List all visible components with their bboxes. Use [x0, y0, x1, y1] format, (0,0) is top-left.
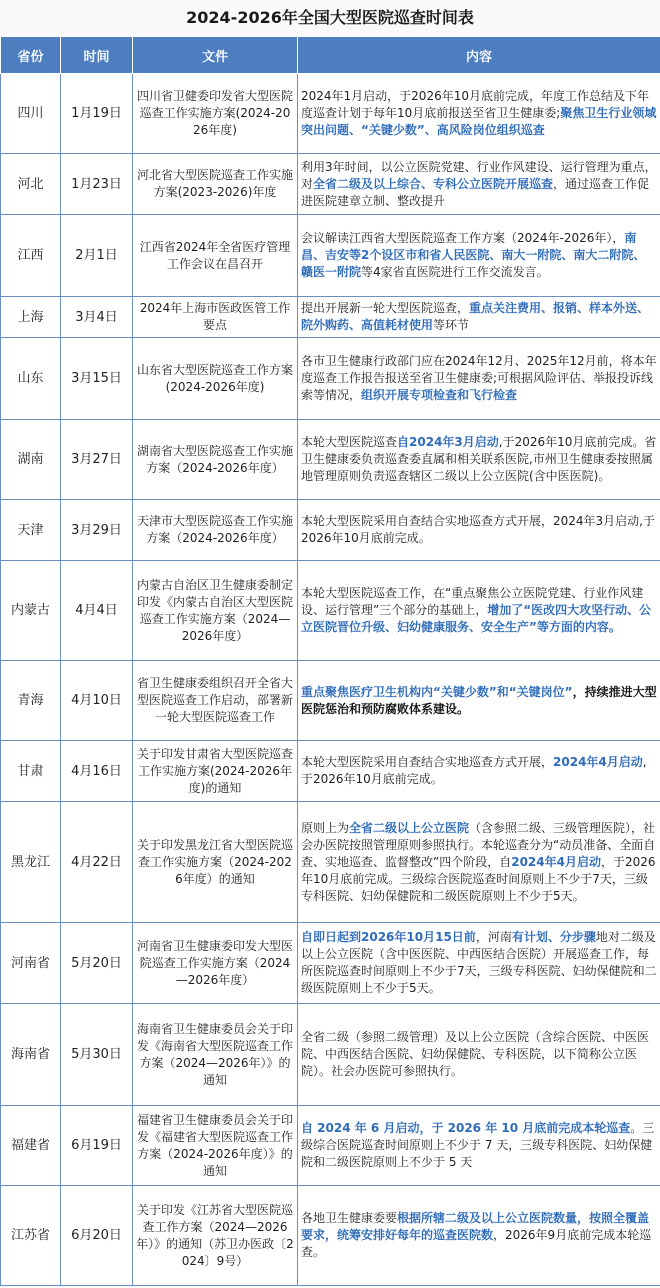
content-cell — [298, 420, 660, 500]
table-row — [1, 1186, 660, 1286]
content-text: ,于2026年10月底前完成。省卫生健康委负责巡查委直属和相关联系医院,市州卫生健康委按照属地管理原则负责巡查辖区二级以上公立医院(含中医医院)。 — [301, 435, 657, 483]
document-cell: 省卫生健康委组织召开全省大型医院巡查工作启动，部署新一轮大型医院巡查工作 — [133, 661, 298, 741]
content-text: 各市卫生健康行政部门应在2024年12月、2025年12月前，将本年度巡查工作报告报送至省卫生健康委;可根据风险评估、举报投诉线索等情况， — [301, 354, 657, 402]
province-cell: 河南省 — [1, 923, 61, 1004]
content-text: 。三级综合医院巡查时间原则上不少于 7 天，三级专科医院、妇幼保健院和二级医院原则上不少于 5 天 — [301, 1121, 655, 1169]
table-row — [1, 215, 660, 297]
table-row — [1, 741, 660, 802]
content-cell — [298, 661, 660, 741]
table-row — [1, 500, 660, 561]
highlighted-text: 自即日起到2026年10月15日前 — [301, 930, 476, 944]
document-cell: 河北省大型医院巡查工作实施方案(2023-2026)年度 — [133, 154, 298, 215]
content-text: 2024年1月启动，于2026年10月底前完成，年度工作总结及下年度巡查计划于每年10月底前报送至省卫生健康委; — [301, 89, 649, 120]
province-cell: 海南省 — [1, 1004, 61, 1106]
date-cell: 1月23日 — [61, 154, 133, 215]
province-cell: 内蒙古 — [1, 561, 61, 661]
province-cell: 甘肃 — [1, 741, 61, 802]
province-cell: 江西 — [1, 215, 61, 297]
date-cell: 4月10日 — [61, 661, 133, 741]
table-row — [1, 297, 660, 338]
document-cell: 关于印发甘肃省大型医院巡查工作实施方案(2024-2026年度)的通知 — [133, 741, 298, 802]
date-cell: 4月16日 — [61, 741, 133, 802]
content-text: 本轮大型医院巡查 — [301, 435, 398, 449]
content-text: 本轮大型医院采用自查结合实地巡查方式开展， — [301, 755, 554, 769]
content-cell — [298, 1004, 660, 1106]
document-cell: 关于印发黑龙江省大型医院巡查工作实施方案（2024-2026年度）的通知 — [133, 802, 298, 923]
content-cell — [298, 500, 660, 561]
date-cell: 3月15日 — [61, 338, 133, 420]
content-cell — [298, 74, 660, 154]
content-text: ，通过巡查工作促进医院建章立制、整改提升 — [301, 176, 650, 208]
highlighted-text: 南昌、吉安等2个设区市和省人民医院、南大一附院、南大二附院、赣医一附院 — [301, 231, 646, 279]
table-row — [1, 1004, 660, 1106]
content-text: 利用3年时间，以公立医院党建、行业作风建设、运行管理为重点，对 — [301, 159, 657, 191]
content-cell — [298, 1106, 660, 1186]
highlighted-text: 全省二级以上公立医院 — [349, 820, 470, 835]
date-cell: 1月19日 — [61, 74, 133, 154]
header-content: 内容 — [298, 37, 660, 74]
highlighted-text: 根据所辖二级及以上公立医院数量，按照全覆盖要求，统筹安排好每年的巡查医院数 — [301, 1211, 650, 1242]
date-cell: 6月19日 — [61, 1106, 133, 1186]
table-row — [1, 74, 660, 154]
document-cell: 湖南省大型医院巡查工作实施方案（2024-2026年度） — [133, 420, 298, 500]
highlighted-text: 有计划、分步骤 — [511, 930, 596, 944]
date-cell: 2月1日 — [61, 215, 133, 297]
content-text: 本轮大型医院巡查工作，在“重点聚焦公立医院党建、行业作风建设、运行管理”三个部分的基础上， — [301, 586, 644, 617]
content-cell — [298, 215, 660, 297]
date-cell: 6月20日 — [61, 1186, 133, 1286]
content-text: ，2026年9月底前完成本轮巡查。 — [301, 1228, 652, 1259]
table-row — [1, 661, 660, 741]
province-cell: 四川 — [1, 74, 61, 154]
highlighted-text: 自 2024 年 6 月启动，于 2026 年 10 月底前完成本轮巡查 — [301, 1121, 631, 1135]
document-cell: 天津市大型医院巡查工作实施方案（2024-2026年度） — [133, 500, 298, 561]
table-row — [1, 923, 660, 1004]
document-cell: 内蒙古自治区卫生健康委制定印发《内蒙古自治区大型医院巡查工作实施方案（2024—2026年度） — [133, 561, 298, 661]
highlighted-text: 全省二级及以上综合、专科公立医院开展巡查 — [313, 176, 554, 191]
province-cell: 江苏省 — [1, 1186, 61, 1286]
bold-text: ，持续推进大型医院惩治和预防腐败体系建设。 — [301, 684, 657, 716]
table-row — [1, 1106, 660, 1186]
content-text: 提出开展新一轮大型医院巡查， — [301, 301, 470, 315]
content-text: 等4家省直医院进行工作交流发言。 — [361, 265, 549, 279]
page-title: 2024-2026年全国大型医院巡查时间表 — [0, 0, 660, 36]
date-cell: 3月4日 — [61, 297, 133, 338]
highlighted-text: 聚焦卫生行业领域突出问题、“关键少数”、高风险岗位组织巡查 — [301, 106, 657, 137]
table-header-row — [1, 37, 660, 74]
table-row — [1, 420, 660, 500]
document-cell: 河南省卫生健康委印发大型医院巡查工作实施方案（2024—2026年度） — [133, 923, 298, 1004]
header-document: 文件 — [133, 37, 298, 74]
date-cell: 3月29日 — [61, 500, 133, 561]
highlighted-text: 2024年4月启动 — [553, 755, 643, 769]
content-text: 各地卫生健康委要 — [301, 1211, 398, 1225]
document-cell: 山东省大型医院巡查工作方案(2024-2026年度) — [133, 338, 298, 420]
date-cell: 4月22日 — [61, 802, 133, 923]
highlighted-text: 2024年4月启动 — [511, 854, 601, 869]
content-cell — [298, 154, 660, 215]
table-row — [1, 561, 660, 661]
content-cell — [298, 802, 660, 923]
province-cell: 黑龙江 — [1, 802, 61, 923]
content-text: 等环节 — [433, 318, 470, 332]
province-cell: 福建省 — [1, 1106, 61, 1186]
inspection-schedule-table — [0, 36, 660, 1286]
province-cell: 河北 — [1, 154, 61, 215]
content-cell — [298, 338, 660, 420]
province-cell: 青海 — [1, 661, 61, 741]
content-cell — [298, 1186, 660, 1286]
document-cell: 2024年上海市医政医管工作要点 — [133, 297, 298, 338]
province-cell: 天津 — [1, 500, 61, 561]
province-cell: 湖南 — [1, 420, 61, 500]
date-cell: 3月27日 — [61, 420, 133, 500]
table-row — [1, 802, 660, 923]
content-cell — [298, 923, 660, 1004]
province-cell: 山东 — [1, 338, 61, 420]
content-text: 会议解读江西省大型医院巡查工作方案（2024年-2026年）， — [301, 231, 625, 245]
table-row — [1, 154, 660, 215]
date-cell: 4月4日 — [61, 561, 133, 661]
date-cell: 5月30日 — [61, 1004, 133, 1106]
content-text: 全省二级（参照二级管理）及以上公立医院（含综合医院、中医医院、中西医结合医院、妇幼保健院、专科医院，以下简称公立医院）。社会办医院可参照执行。 — [301, 1030, 650, 1078]
content-text: 原则上为 — [301, 820, 350, 835]
content-cell — [298, 561, 660, 661]
province-cell: 上海 — [1, 297, 61, 338]
document-cell: 海南省卫生健康委员会关于印发《海南省大型医院巡查工作方案（2024—2026年）》的通知 — [133, 1004, 298, 1106]
document-cell: 江西省2024年全省医疗管理工作会议在昌召开 — [133, 215, 298, 297]
content-text: （含参照二级、三级管理医院），社会办医院按照管理原则参照执行。本轮巡查分为“动员准备、全面自查、实地巡查、监督整改”四个阶段，自 — [301, 820, 656, 869]
content-text: 地对二级及以上公立医院（含中医医院、中西医结合医院）开展巡查工作，每所医院巡查时间原则上不少于7天，三级专科医院、妇幼保健院和二级医院原则上不少于5天。 — [301, 930, 657, 995]
header-date: 时间 — [61, 37, 133, 74]
content-text: ,于2026年10月底前完成。 — [301, 755, 647, 786]
date-cell: 5月20日 — [61, 923, 133, 1004]
content-text: ，于2026年10月底前完成。三级综合医院巡查时间原则上不少于7天，三级专科医院、妇幼保健院和二级医院原则上不少于5天。 — [301, 854, 656, 903]
highlighted-text: 重点聚焦医疗卫生机构内“关键少数”和“关键岗位” — [301, 684, 573, 699]
highlighted-text: 增加了“医改四大攻坚行动、公立医院晋位升级、妇幼健康服务、安全生产”等方面的内容。 — [301, 603, 652, 634]
document-cell: 关于印发《江苏省大型医院巡查工作方案（2024—2026年）》的通知（苏卫办医政〔2024〕9号） — [133, 1186, 298, 1286]
content-text: 本轮大型医院采用自查结合实地巡查方式开展，2024年3月启动,于2026年10月底前完成。 — [301, 514, 655, 545]
table-body — [1, 74, 660, 1286]
highlighted-text: 自2024年3月启动 — [397, 435, 499, 449]
content-cell — [298, 741, 660, 802]
content-cell — [298, 297, 660, 338]
table-row — [1, 338, 660, 420]
document-cell: 福建省卫生健康委员会关于印发《福建省大型医院巡查工作方案（2024-2026年度）》的通知 — [133, 1106, 298, 1186]
highlighted-text: 组织开展专项检查和飞行检查 — [361, 388, 518, 402]
content-text: ，河南 — [475, 930, 512, 944]
document-cell: 四川省卫健委印发省大型医院巡查工作实施方案(2024-2026年度) — [133, 74, 298, 154]
header-province: 省份 — [1, 37, 61, 74]
highlighted-text: 重点关注费用、报销、样本外送、院外购药、高值耗材使用 — [301, 301, 650, 332]
